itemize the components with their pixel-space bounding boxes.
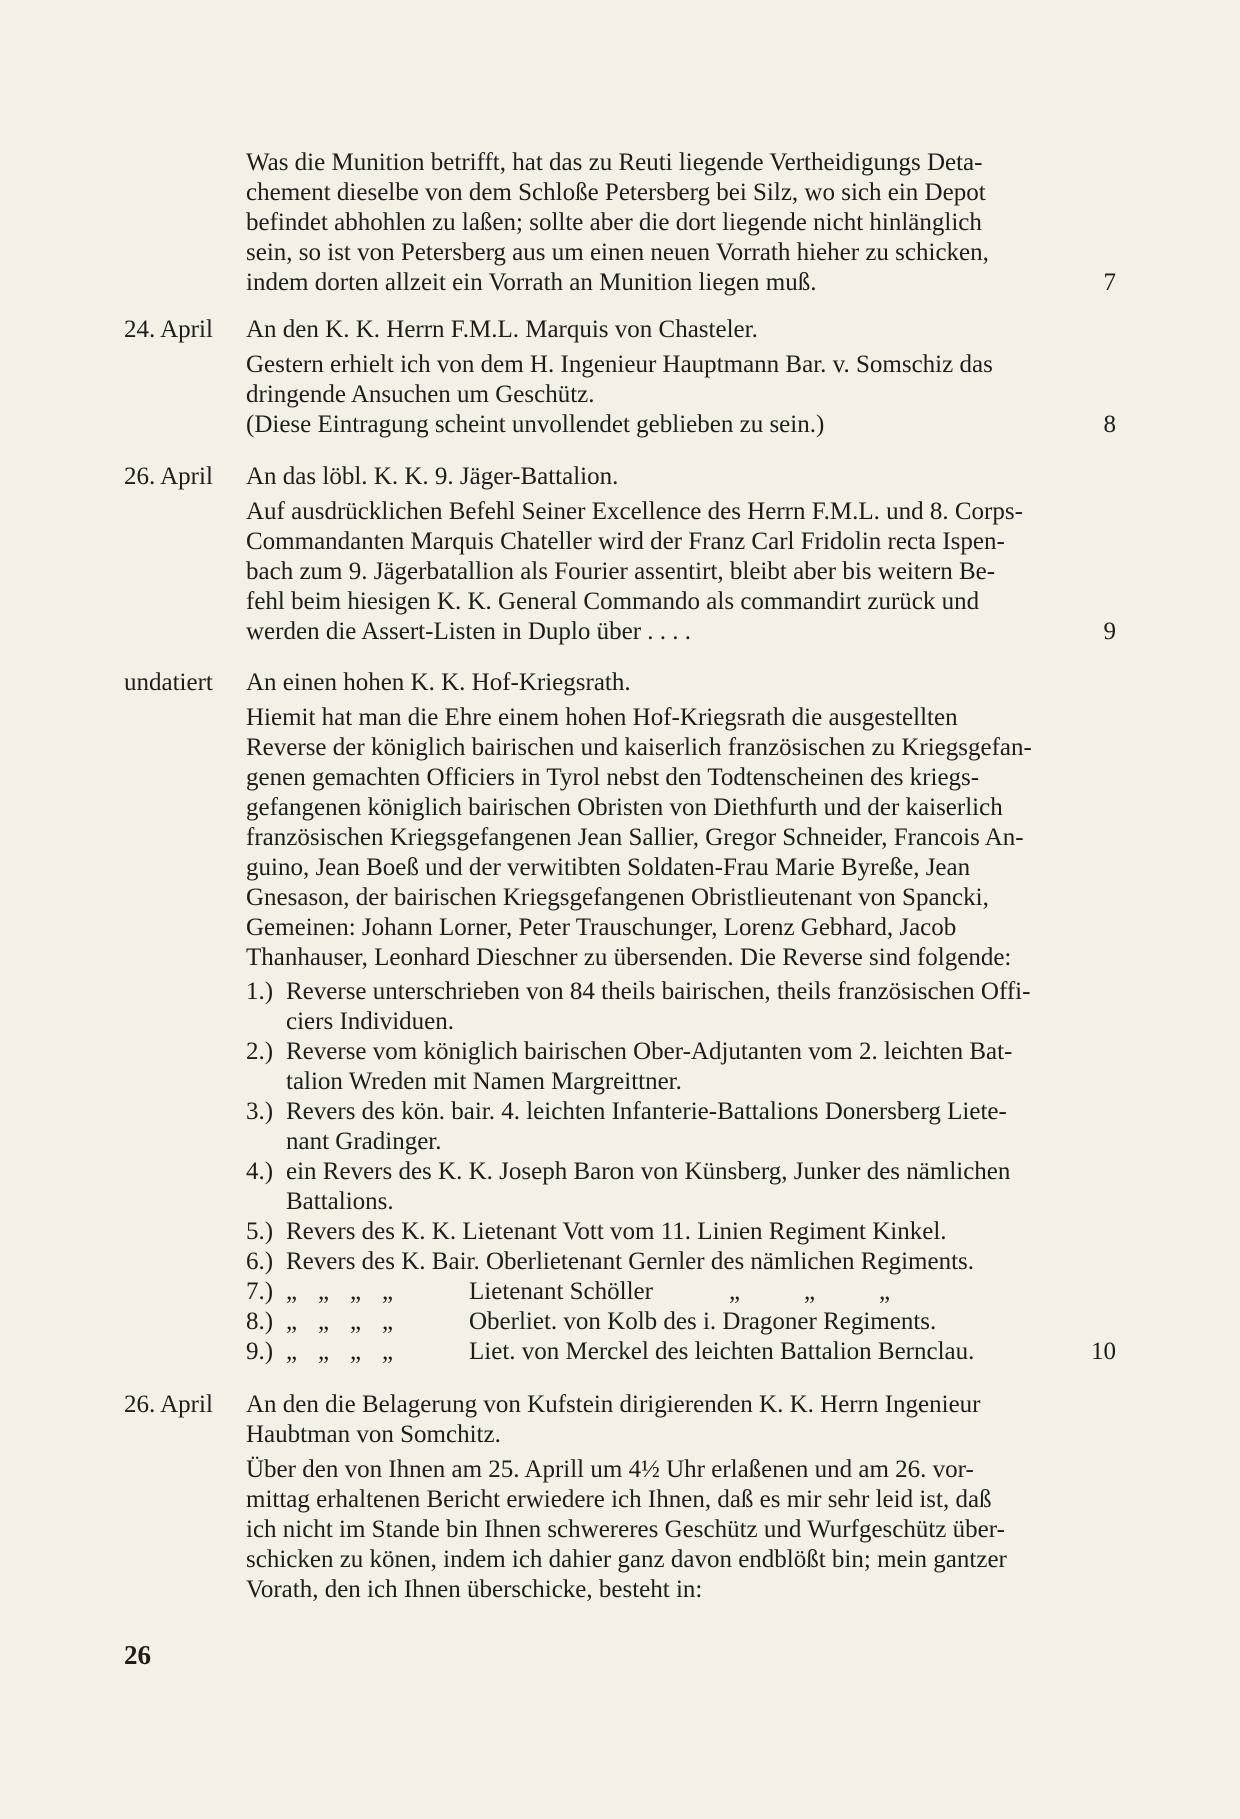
- list-item: [246, 977, 1116, 1037]
- list-item-number: 6.): [246, 1248, 274, 1275]
- body-line: bach zum 9. Jägerbatallion als Fourier assentirt, bleibt aber bis weitern Be-: [246, 558, 996, 585]
- list-item-number: 3.): [246, 1098, 274, 1125]
- entry-addressee: An einen hohen K. K. Hof-Kriegsrath.: [246, 669, 631, 696]
- body-line: guino, Jean Boeß und der verwitibten Soldaten-Frau Marie Byreße, Jean: [246, 854, 971, 881]
- body-line: genen gemachten Officiers in Tyrol nebst den Todtenscheinen des kriegs-: [246, 764, 980, 791]
- list-item: [246, 1157, 1116, 1217]
- body-line: chement dieselbe von dem Schloße Petersberg bei Silz, wo sich ein Depot: [246, 179, 986, 206]
- list-item-line: ein Revers des K. K. Joseph Baron von Künsberg, Junker des nämlichen: [286, 1158, 1011, 1185]
- body-line: Hiemit hat man die Ehre einem hohen Hof-Kriegsrath die ausgestellten: [246, 704, 958, 731]
- body-line: Thanhauser, Leonhard Dieschner zu übersenden. Die Reverse sind folgende:: [246, 944, 1012, 971]
- list-item: [246, 1307, 1116, 1337]
- entry-date: 26. April: [124, 1391, 213, 1418]
- entry-body: [246, 462, 1116, 647]
- ditto-marks: „ „ „ „: [286, 1308, 394, 1335]
- list-item-line: Reverse vom königlich bairischen Ober-Adjutanten vom 2. leichten Bat-: [286, 1038, 1013, 1065]
- ditto-marks: „ „ „: [729, 1278, 891, 1305]
- entry-date: 26. April: [124, 463, 213, 490]
- entry-addressee: An den die Belagerung von Kufstein dirigierenden K. K. Herrn Ingenieur: [246, 1391, 981, 1418]
- body-line: mittag erhaltenen Bericht erwiedere ich Ihnen, daß es mir sehr leid ist, daß: [246, 1486, 992, 1513]
- list-item-number: 8.): [246, 1308, 274, 1335]
- body-line: französischen Kriegsgefangenen Jean Sallier, Gregor Schneider, Francois An-: [246, 824, 1024, 851]
- list-item-line: nant Gradinger.: [286, 1128, 442, 1155]
- entry-number: 8: [1103, 411, 1116, 438]
- list-item-line: Revers des K. Bair. Oberlietenant Gernler des nämlichen Regiments.: [286, 1248, 974, 1275]
- body-line: ich nicht im Stande bin Ihnen schwereres Geschütz und Wurfgeschütz über-: [246, 1516, 1005, 1543]
- body-line-with-number: [246, 410, 1116, 440]
- body-line: Vorath, den ich Ihnen überschicke, besteht in:: [246, 1576, 703, 1603]
- body-line: fehl beim hiesigen K. K. General Commando als commandirt zurück und: [246, 588, 980, 615]
- entry-body: [246, 148, 1116, 298]
- entry-date: 24. April: [124, 316, 213, 343]
- body-line-with-number: [246, 617, 1116, 647]
- ditto-marks: „ „ „ „: [286, 1278, 394, 1305]
- entry-body: [246, 668, 1116, 1367]
- body-line: Commandanten Marquis Chateller wird der Franz Carl Fridolin recta Ispen-: [246, 528, 1005, 555]
- list-item-line: Oberliet. von Kolb des i. Dragoner Regiments.: [469, 1308, 937, 1335]
- body-line: Gemeinen: Johann Lorner, Peter Trauschunger, Lorenz Gebhard, Jacob: [246, 914, 957, 941]
- list-item-number: 5.): [246, 1218, 274, 1245]
- body-line: (Diese Eintragung scheint unvollendet geblieben zu sein.): [246, 411, 825, 438]
- list-item: [246, 1037, 1116, 1097]
- list-item: [246, 1277, 1116, 1307]
- entry-number: 9: [1103, 618, 1116, 645]
- body-line: dringende Ansuchen um Geschütz.: [246, 381, 595, 408]
- list-item-line: talion Wreden mit Namen Margreittner.: [286, 1068, 682, 1095]
- body-line: indem dorten allzeit ein Vorrath an Munition liegen muß.: [246, 269, 817, 296]
- list-item-line: Revers des kön. bair. 4. leichten Infanterie-Battalions Donersberg Liete-: [286, 1098, 1007, 1125]
- list-item-number: 9.): [246, 1338, 274, 1365]
- list-item-number: 2.): [246, 1038, 274, 1065]
- entry-body: [246, 315, 1116, 440]
- body-line: befindet abhohlen zu laßen; sollte aber die dort liegende nicht hinlänglich: [246, 209, 982, 236]
- entry-addressee: An das löbl. K. K. 9. Jäger-Battalion.: [246, 463, 619, 490]
- body-line: schicken zu könen, indem ich dahier ganz davon endblößt bin; mein gantzer: [246, 1546, 1007, 1573]
- body-line: Gestern erhielt ich von dem H. Ingenieur Hauptmann Bar. v. Somschiz das: [246, 351, 993, 378]
- body-line: Auf ausdrücklichen Befehl Seiner Excellence des Herrn F.M.L. und 8. Corps-: [246, 498, 1023, 525]
- entry-date: undatiert: [124, 669, 213, 696]
- list-item: [246, 1247, 1116, 1277]
- entry-addressee: Haubtman von Somchitz.: [246, 1421, 501, 1448]
- list-item: [246, 1097, 1116, 1157]
- body-line: Gnesason, der bairischen Kriegsgefangenen Obristlieutenant von Spancki,: [246, 884, 989, 911]
- entry-number: 10: [1091, 1338, 1116, 1365]
- list-item-line: ciers Individuen.: [286, 1008, 455, 1035]
- body-line: Was die Munition betrifft, hat das zu Reuti liegende Vertheidigungs Deta-: [246, 149, 983, 176]
- reverse-list: [246, 977, 1116, 1367]
- list-item-line: Battalions.: [286, 1188, 394, 1215]
- ditto-marks: „ „ „ „: [286, 1338, 394, 1365]
- list-item-line: Liet. von Merckel des leichten Battalion Bernclau.: [469, 1338, 975, 1365]
- body-line-with-number: [246, 268, 1116, 298]
- body-line: gefangenen königlich bairischen Obristen von Diethfurth und der kaiserlich: [246, 794, 1003, 821]
- list-item-line: Revers des K. K. Lietenant Vott vom 11. Linien Regiment Kinkel.: [286, 1218, 947, 1245]
- body-line: sein, so ist von Petersberg aus um einen neuen Vorrath hieher zu schicken,: [246, 239, 989, 266]
- entry-number: 7: [1103, 269, 1116, 296]
- list-item-number: 1.): [246, 978, 274, 1005]
- list-item: [246, 1337, 1116, 1367]
- list-item-number: 7.): [246, 1278, 274, 1305]
- body-line: Über den von Ihnen am 25. Aprill um 4½ Uhr erlaßenen und am 26. vor-: [246, 1456, 974, 1483]
- entry-body: [246, 1390, 1116, 1605]
- list-item-number: 4.): [246, 1158, 274, 1185]
- body-line: Reverse der königlich bairischen und kaiserlich französischen zu Kriegsgefan-: [246, 734, 1032, 761]
- body-line: werden die Assert-Listen in Duplo über . . . .: [246, 618, 692, 645]
- entry-addressee: An den K. K. Herrn F.M.L. Marquis von Chasteler.: [246, 316, 758, 343]
- page-number: 26: [124, 1640, 151, 1670]
- list-item: [246, 1217, 1116, 1247]
- list-item-line: Reverse unterschrieben von 84 theils bairischen, theils französischen Offi-: [286, 978, 1031, 1005]
- list-item-line: Lietenant Schöller: [469, 1278, 653, 1305]
